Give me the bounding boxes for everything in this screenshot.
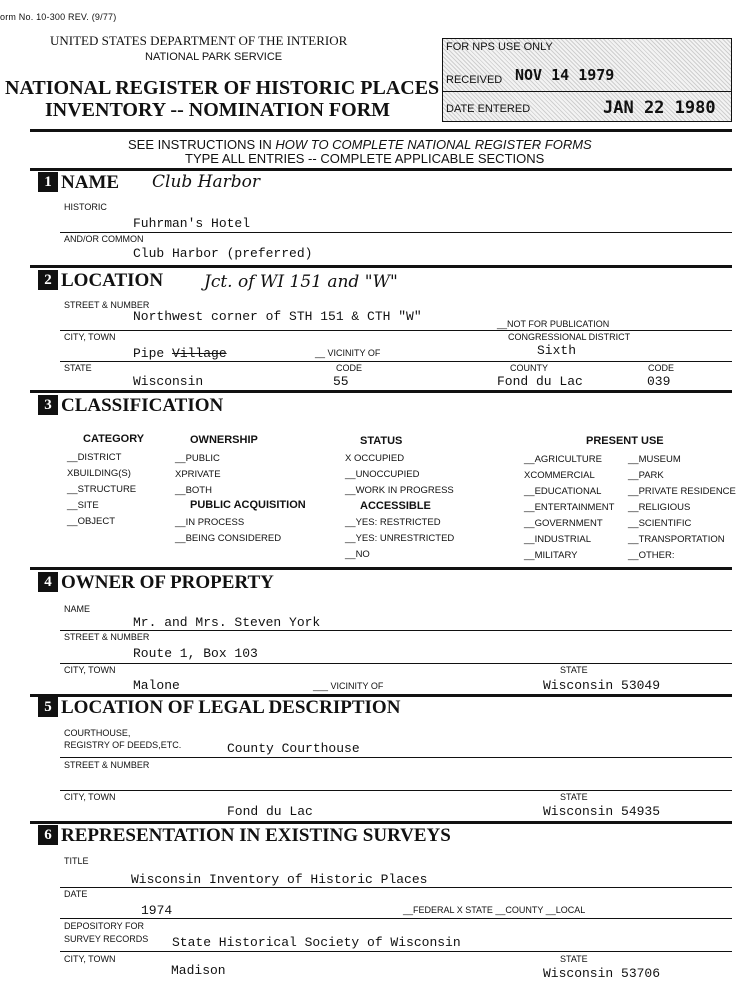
option: __YES: UNRESTRICTED — [345, 533, 455, 544]
option: XCOMMERCIAL — [524, 470, 595, 481]
present-use-heading: PRESENT USE — [586, 435, 664, 447]
received-label: RECEIVED — [446, 74, 503, 86]
owner-city-label: CITY, TOWN — [64, 665, 116, 675]
not-for-publication: __NOT FOR PUBLICATION — [497, 319, 610, 329]
survey-city: Madison — [171, 963, 226, 978]
option: X OCCUPIED — [345, 453, 405, 464]
ownership-heading: OWNERSHIP — [190, 434, 258, 446]
owner-state: Wisconsin 53049 — [543, 678, 661, 693]
owner-state-label: STATE — [560, 665, 588, 675]
option: __ENTERTAINMENT — [524, 502, 615, 513]
category-heading: CATEGORY — [83, 433, 145, 445]
handwritten-name: Club Harbor — [152, 172, 261, 192]
courthouse-value: County Courthouse — [227, 741, 360, 756]
vicinity-of: ___ VICINITY OF — [313, 681, 384, 691]
nps-use-box — [442, 38, 732, 122]
section-5-heading: 5 LOCATION OF LEGAL DESCRIPTION — [38, 697, 400, 719]
option: __WORK IN PROGRESS — [345, 485, 454, 496]
option: __OTHER: — [628, 550, 675, 561]
option: __RELIGIOUS — [628, 502, 691, 513]
option: __TRANSPORTATION — [628, 534, 725, 545]
district-label: CONGRESSIONAL DISTRICT — [508, 332, 631, 342]
owner-city: Malone — [133, 678, 180, 693]
status-heading: STATUS — [360, 435, 403, 447]
nps-label: FOR NPS USE ONLY — [446, 41, 553, 53]
acquisition-heading: PUBLIC ACQUISITION — [190, 499, 306, 511]
option: __GOVERNMENT — [524, 518, 603, 529]
section-number: 2 — [38, 270, 58, 290]
city-label: CITY, TOWN — [64, 332, 116, 342]
state-label: STATE — [64, 363, 92, 373]
option: __YES: RESTRICTED — [345, 517, 441, 528]
code-value: 55 — [333, 374, 349, 389]
section-number: 1 — [38, 172, 58, 192]
option: __AGRICULTURE — [524, 454, 602, 465]
survey-state-label: STATE — [560, 954, 588, 964]
vicinity-of: __ VICINITY OF — [315, 348, 381, 358]
section-2-heading: 2 LOCATION — [38, 270, 163, 292]
option: __PUBLIC — [175, 453, 220, 464]
legal-city-label: CITY, TOWN — [64, 792, 116, 802]
option: __DISTRICT — [67, 452, 122, 463]
historic-name: Fuhrman's Hotel — [133, 216, 251, 231]
option: __BOTH — [175, 485, 212, 496]
survey-records-label: SURVEY RECORDS — [64, 934, 149, 944]
state-value: Wisconsin — [133, 374, 204, 389]
handwritten-location: Jct. of WI 151 and "W" — [204, 272, 398, 292]
option: __BEING CONSIDERED — [175, 533, 282, 544]
option: __IN PROCESS — [175, 517, 245, 528]
option: __MUSEUM — [628, 454, 681, 465]
city-value: Pipe Village — [133, 346, 227, 361]
common-name: Club Harbor (preferred) — [133, 246, 313, 261]
accessible-heading: ACCESSIBLE — [360, 500, 431, 512]
option: __UNOCCUPIED — [345, 469, 420, 480]
registry-label: REGISTRY OF DEEDS,ETC. — [64, 740, 182, 750]
option: __OBJECT — [67, 516, 116, 527]
option: __MILITARY — [524, 550, 578, 561]
depository-value: State Historical Society of Wisconsin — [172, 935, 461, 950]
option: __SITE — [67, 500, 99, 511]
option: __PARK — [628, 470, 664, 481]
owner-street: Route 1, Box 103 — [133, 646, 258, 661]
code-label: CODE — [336, 363, 363, 373]
section-number: 6 — [38, 825, 58, 845]
survey-title-label: TITLE — [64, 856, 89, 866]
section-number: 3 — [38, 395, 58, 415]
section-1-heading: 1 NAME — [38, 172, 119, 194]
owner-street-label: STREET & NUMBER — [64, 632, 150, 642]
owner-name: Mr. and Mrs. Steven York — [133, 615, 321, 630]
service-name: NATIONAL PARK SERVICE — [145, 51, 283, 63]
survey-title: Wisconsin Inventory of Historic Places — [131, 872, 428, 887]
legal-city: Fond du Lac — [227, 804, 313, 819]
street-value: Northwest corner of STH 151 & CTH "W" — [133, 309, 422, 324]
section-4-heading: 4 OWNER OF PROPERTY — [38, 572, 274, 594]
survey-levels: __FEDERAL X STATE __COUNTY __LOCAL — [403, 905, 586, 915]
county-value: Fond du Lac — [497, 374, 583, 389]
option: __INDUSTRIAL — [524, 534, 592, 545]
received-stamp: NOV 14 1979 — [515, 66, 615, 84]
option: XPRIVATE — [175, 469, 221, 480]
survey-city-label: CITY, TOWN — [64, 954, 116, 964]
entered-label: DATE ENTERED — [446, 103, 531, 115]
courthouse-label: COURTHOUSE, — [64, 728, 131, 738]
option: __NO — [345, 549, 370, 560]
option: __STRUCTURE — [67, 484, 137, 495]
survey-date: 1974 — [141, 903, 173, 918]
legal-street-label: STREET & NUMBER — [64, 760, 150, 770]
code2-value: 039 — [647, 374, 671, 389]
section-number: 5 — [38, 697, 58, 717]
instructions-line1: SEE INSTRUCTIONS IN HOW TO COMPLETE NATIONAL REGISTER FORMS — [128, 137, 592, 152]
entered-stamp: JAN 22 1980 — [603, 98, 716, 118]
common-label: AND/OR COMMON — [64, 234, 144, 244]
form-number: orm No. 10-300 REV. (9/77) — [0, 12, 117, 22]
district-value: Sixth — [537, 343, 577, 358]
section-6-heading: 6 REPRESENTATION IN EXISTING SURVEYS — [38, 825, 451, 847]
legal-state: Wisconsin 54935 — [543, 804, 661, 819]
option: XBUILDING(S) — [67, 468, 131, 479]
owner-name-label: NAME — [64, 604, 91, 614]
survey-date-label: DATE — [64, 889, 88, 899]
historic-label: HISTORIC — [64, 202, 107, 212]
form-title-line2: INVENTORY -- NOMINATION FORM — [45, 99, 391, 121]
county-label: COUNTY — [510, 363, 548, 373]
option: __PRIVATE RESIDENCE — [628, 486, 736, 497]
instructions-line2: TYPE ALL ENTRIES -- COMPLETE APPLICABLE SECTIONS — [185, 151, 545, 166]
form-title-line1: NATIONAL REGISTER OF HISTORIC PLACES — [5, 77, 440, 99]
survey-state: Wisconsin 53706 — [543, 966, 661, 981]
section-number: 4 — [38, 572, 58, 592]
option: __EDUCATIONAL — [524, 486, 602, 497]
section-3-heading: 3 CLASSIFICATION — [38, 395, 223, 417]
department-name: UNITED STATES DEPARTMENT OF THE INTERIOR — [50, 33, 348, 48]
code2-label: CODE — [648, 363, 675, 373]
option: __SCIENTIFIC — [628, 518, 692, 529]
legal-state-label: STATE — [560, 792, 588, 802]
street-label: STREET & NUMBER — [64, 300, 150, 310]
depository-label: DEPOSITORY FOR — [64, 921, 145, 931]
